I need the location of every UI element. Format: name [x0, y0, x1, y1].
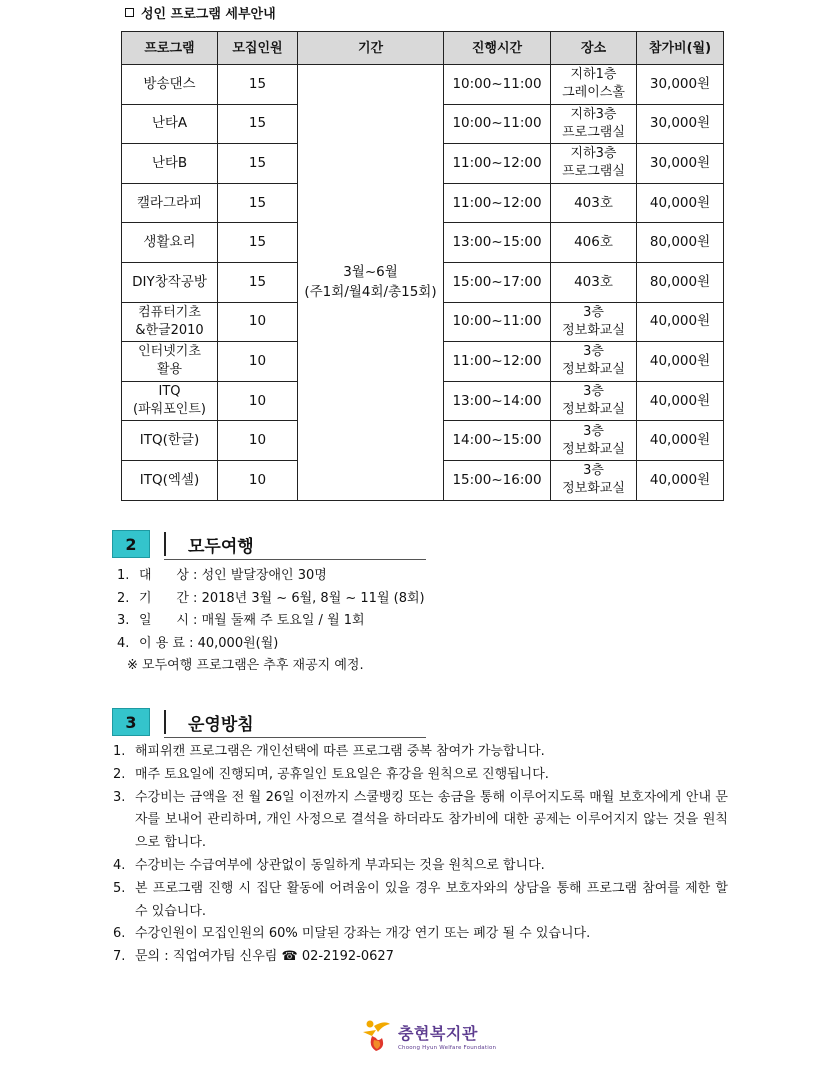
header-capacity: 모집인원	[218, 32, 298, 65]
cell-capacity: 10	[218, 302, 298, 342]
heading-divider	[164, 710, 166, 734]
table-header-row	[122, 32, 724, 65]
cell-period: 3월~6월 (주1회/월4회/총15회)	[298, 65, 444, 501]
cell-time: 10:00~11:00	[444, 65, 551, 105]
item-index: 4.	[117, 635, 130, 651]
item-value: : 2018년 3월 ~ 6월, 8월 ~ 11월 (8회)	[188, 590, 425, 606]
list-item	[117, 610, 425, 633]
list-item	[113, 923, 728, 946]
item-value: : 40,000원(월)	[184, 635, 279, 651]
policy-title: 운영방침	[188, 714, 254, 735]
flame-person-logo-icon	[360, 1018, 394, 1054]
list-item	[117, 633, 425, 656]
cell-time: 10:00~11:00	[444, 104, 551, 144]
cell-time: 11:00~12:00	[444, 183, 551, 223]
cell-time: 15:00~16:00	[444, 460, 551, 500]
policy-list	[113, 741, 728, 969]
cell-time: 13:00~14:00	[444, 381, 551, 421]
cell-program: ITQ(한글)	[122, 421, 218, 461]
cell-capacity: 15	[218, 144, 298, 184]
heading-underline	[164, 737, 426, 738]
item-index: 6.	[113, 926, 126, 942]
list-item	[113, 741, 728, 764]
cell-capacity: 10	[218, 381, 298, 421]
item-index: 1.	[117, 568, 130, 583]
item-index: 2.	[113, 766, 126, 782]
item-index: 7.	[113, 949, 126, 965]
trip-note: ※ 모두여행 프로그램은 추후 재공지 예정.	[127, 658, 364, 674]
header-period: 기간	[298, 32, 444, 65]
cell-fee: 40,000원	[637, 302, 724, 342]
cell-fee: 30,000원	[637, 104, 724, 144]
cell-time: 14:00~15:00	[444, 421, 551, 461]
org-name-english: Choong Hyun Welfare Foundation	[398, 1045, 497, 1051]
policy-heading	[112, 708, 254, 736]
list-item	[113, 787, 728, 855]
cell-capacity: 10	[218, 421, 298, 461]
item-index: 5.	[113, 880, 126, 896]
heading-divider	[164, 532, 166, 556]
trip-heading	[112, 530, 254, 558]
cell-fee: 40,000원	[637, 381, 724, 421]
list-item	[113, 764, 728, 787]
checkbox-icon	[125, 8, 134, 17]
cell-time: 10:00~11:00	[444, 302, 551, 342]
cell-fee: 80,000원	[637, 262, 724, 302]
item-value: : 매월 둘째 주 토요일 / 월 1회	[188, 613, 365, 629]
cell-program: 난타B	[122, 144, 218, 184]
cell-place: 3층 정보화교실	[551, 342, 637, 382]
header-place: 장소	[551, 32, 637, 65]
cell-place: 3층 정보화교실	[551, 381, 637, 421]
cell-program: 생활요리	[122, 223, 218, 263]
header-time: 진행시간	[444, 32, 551, 65]
trip-number-badge: 2	[112, 530, 150, 558]
org-name-korean: 충현복지관	[398, 1024, 478, 1043]
list-item	[113, 855, 728, 878]
trip-title: 모두여행	[188, 536, 254, 557]
item-label: 이 용 료	[139, 635, 185, 651]
list-item	[113, 946, 728, 969]
footer-logo	[360, 1018, 496, 1054]
item-index: 3.	[117, 613, 130, 629]
cell-program: ITQ(엑셀)	[122, 460, 218, 500]
cell-program: DIY창작공방	[122, 262, 218, 302]
cell-fee: 40,000원	[637, 183, 724, 223]
item-text: 매주 토요일에 진행되며, 공휴일인 토요일은 휴강을 원칙으로 진행됩니다.	[135, 766, 549, 782]
cell-capacity: 15	[218, 262, 298, 302]
cell-program: ITQ (파워포인트)	[122, 381, 218, 421]
item-label: 대 상	[139, 568, 189, 583]
cell-capacity: 15	[218, 223, 298, 263]
item-text: 문의 : 직업여가팀 신우림 ☎ 02-2192-0627	[135, 949, 394, 965]
cell-capacity: 15	[218, 65, 298, 105]
cell-place: 3층 정보화교실	[551, 302, 637, 342]
cell-fee: 80,000원	[637, 223, 724, 263]
cell-fee: 40,000원	[637, 460, 724, 500]
cell-program: 인터넷기초 활용	[122, 342, 218, 382]
cell-fee: 40,000원	[637, 421, 724, 461]
cell-program: 컴퓨터기초 &한글2010	[122, 302, 218, 342]
item-text: 수강비는 수급여부에 상관없이 동일하게 부과되는 것을 원칙으로 합니다.	[135, 857, 545, 873]
cell-place: 지하3층 프로그램실	[551, 144, 637, 184]
header-program: 프로그램	[122, 32, 218, 65]
cell-time: 15:00~17:00	[444, 262, 551, 302]
list-item	[117, 565, 425, 588]
cell-fee: 30,000원	[637, 144, 724, 184]
table-row	[122, 65, 724, 105]
cell-time: 11:00~12:00	[444, 342, 551, 382]
item-index: 1.	[113, 744, 126, 759]
item-text: 본 프로그램 진행 시 집단 활동에 어려움이 있을 경우 보호자와의 상담을 통해 프로그램 참여를 제한 할 수 있습니다.	[135, 880, 728, 919]
item-label: 기 간	[139, 590, 189, 606]
cell-capacity: 15	[218, 183, 298, 223]
cell-capacity: 10	[218, 460, 298, 500]
cell-time: 13:00~15:00	[444, 223, 551, 263]
item-label: 일 시	[139, 613, 189, 629]
item-text: 해피위캔 프로그램은 개인선택에 따른 프로그램 중복 참여가 가능합니다.	[135, 744, 545, 759]
cell-place: 403호	[551, 262, 637, 302]
cell-fee: 40,000원	[637, 342, 724, 382]
item-text: 수강비는 금액을 전 월 26일 이전까지 스쿨뱅킹 또는 송금을 통해 이루어지도록 매월 보호자에게 안내 문자를 보내어 관리하며, 개인 사정으로 결석을 하더라도 참가비에 대한 공제는 이루어지지 않는 것을 원칙으로 합니다.	[135, 789, 728, 851]
trip-info-list	[117, 565, 425, 678]
item-text: 수강인원이 모집인원의 60% 미달된 강좌는 개강 연기 또는 폐강 될 수 있습니다.	[135, 926, 591, 942]
item-index: 4.	[113, 857, 126, 873]
program-table	[121, 31, 724, 501]
item-index: 3.	[113, 789, 126, 805]
list-item	[117, 588, 425, 611]
cell-program: 방송댄스	[122, 65, 218, 105]
cell-place: 403호	[551, 183, 637, 223]
cell-program: 캘라그라피	[122, 183, 218, 223]
cell-place: 406호	[551, 223, 637, 263]
heading-underline	[164, 559, 426, 560]
cell-place: 지하1층 그레이스홀	[551, 65, 637, 105]
cell-place: 3층 정보화교실	[551, 460, 637, 500]
item-value: : 성인 발달장애인 30명	[188, 568, 327, 583]
item-index: 2.	[117, 590, 130, 606]
section-title-text: 성인 프로그램 세부안내	[141, 7, 276, 22]
cell-program: 난타A	[122, 104, 218, 144]
cell-capacity: 10	[218, 342, 298, 382]
header-fee: 참가비(월)	[637, 32, 724, 65]
cell-place: 3층 정보화교실	[551, 421, 637, 461]
cell-place: 지하3층 프로그램실	[551, 104, 637, 144]
section-title	[125, 3, 276, 22]
cell-time: 11:00~12:00	[444, 144, 551, 184]
list-item	[113, 878, 728, 924]
policy-number-badge: 3	[112, 708, 150, 736]
cell-capacity: 15	[218, 104, 298, 144]
cell-fee: 30,000원	[637, 65, 724, 105]
